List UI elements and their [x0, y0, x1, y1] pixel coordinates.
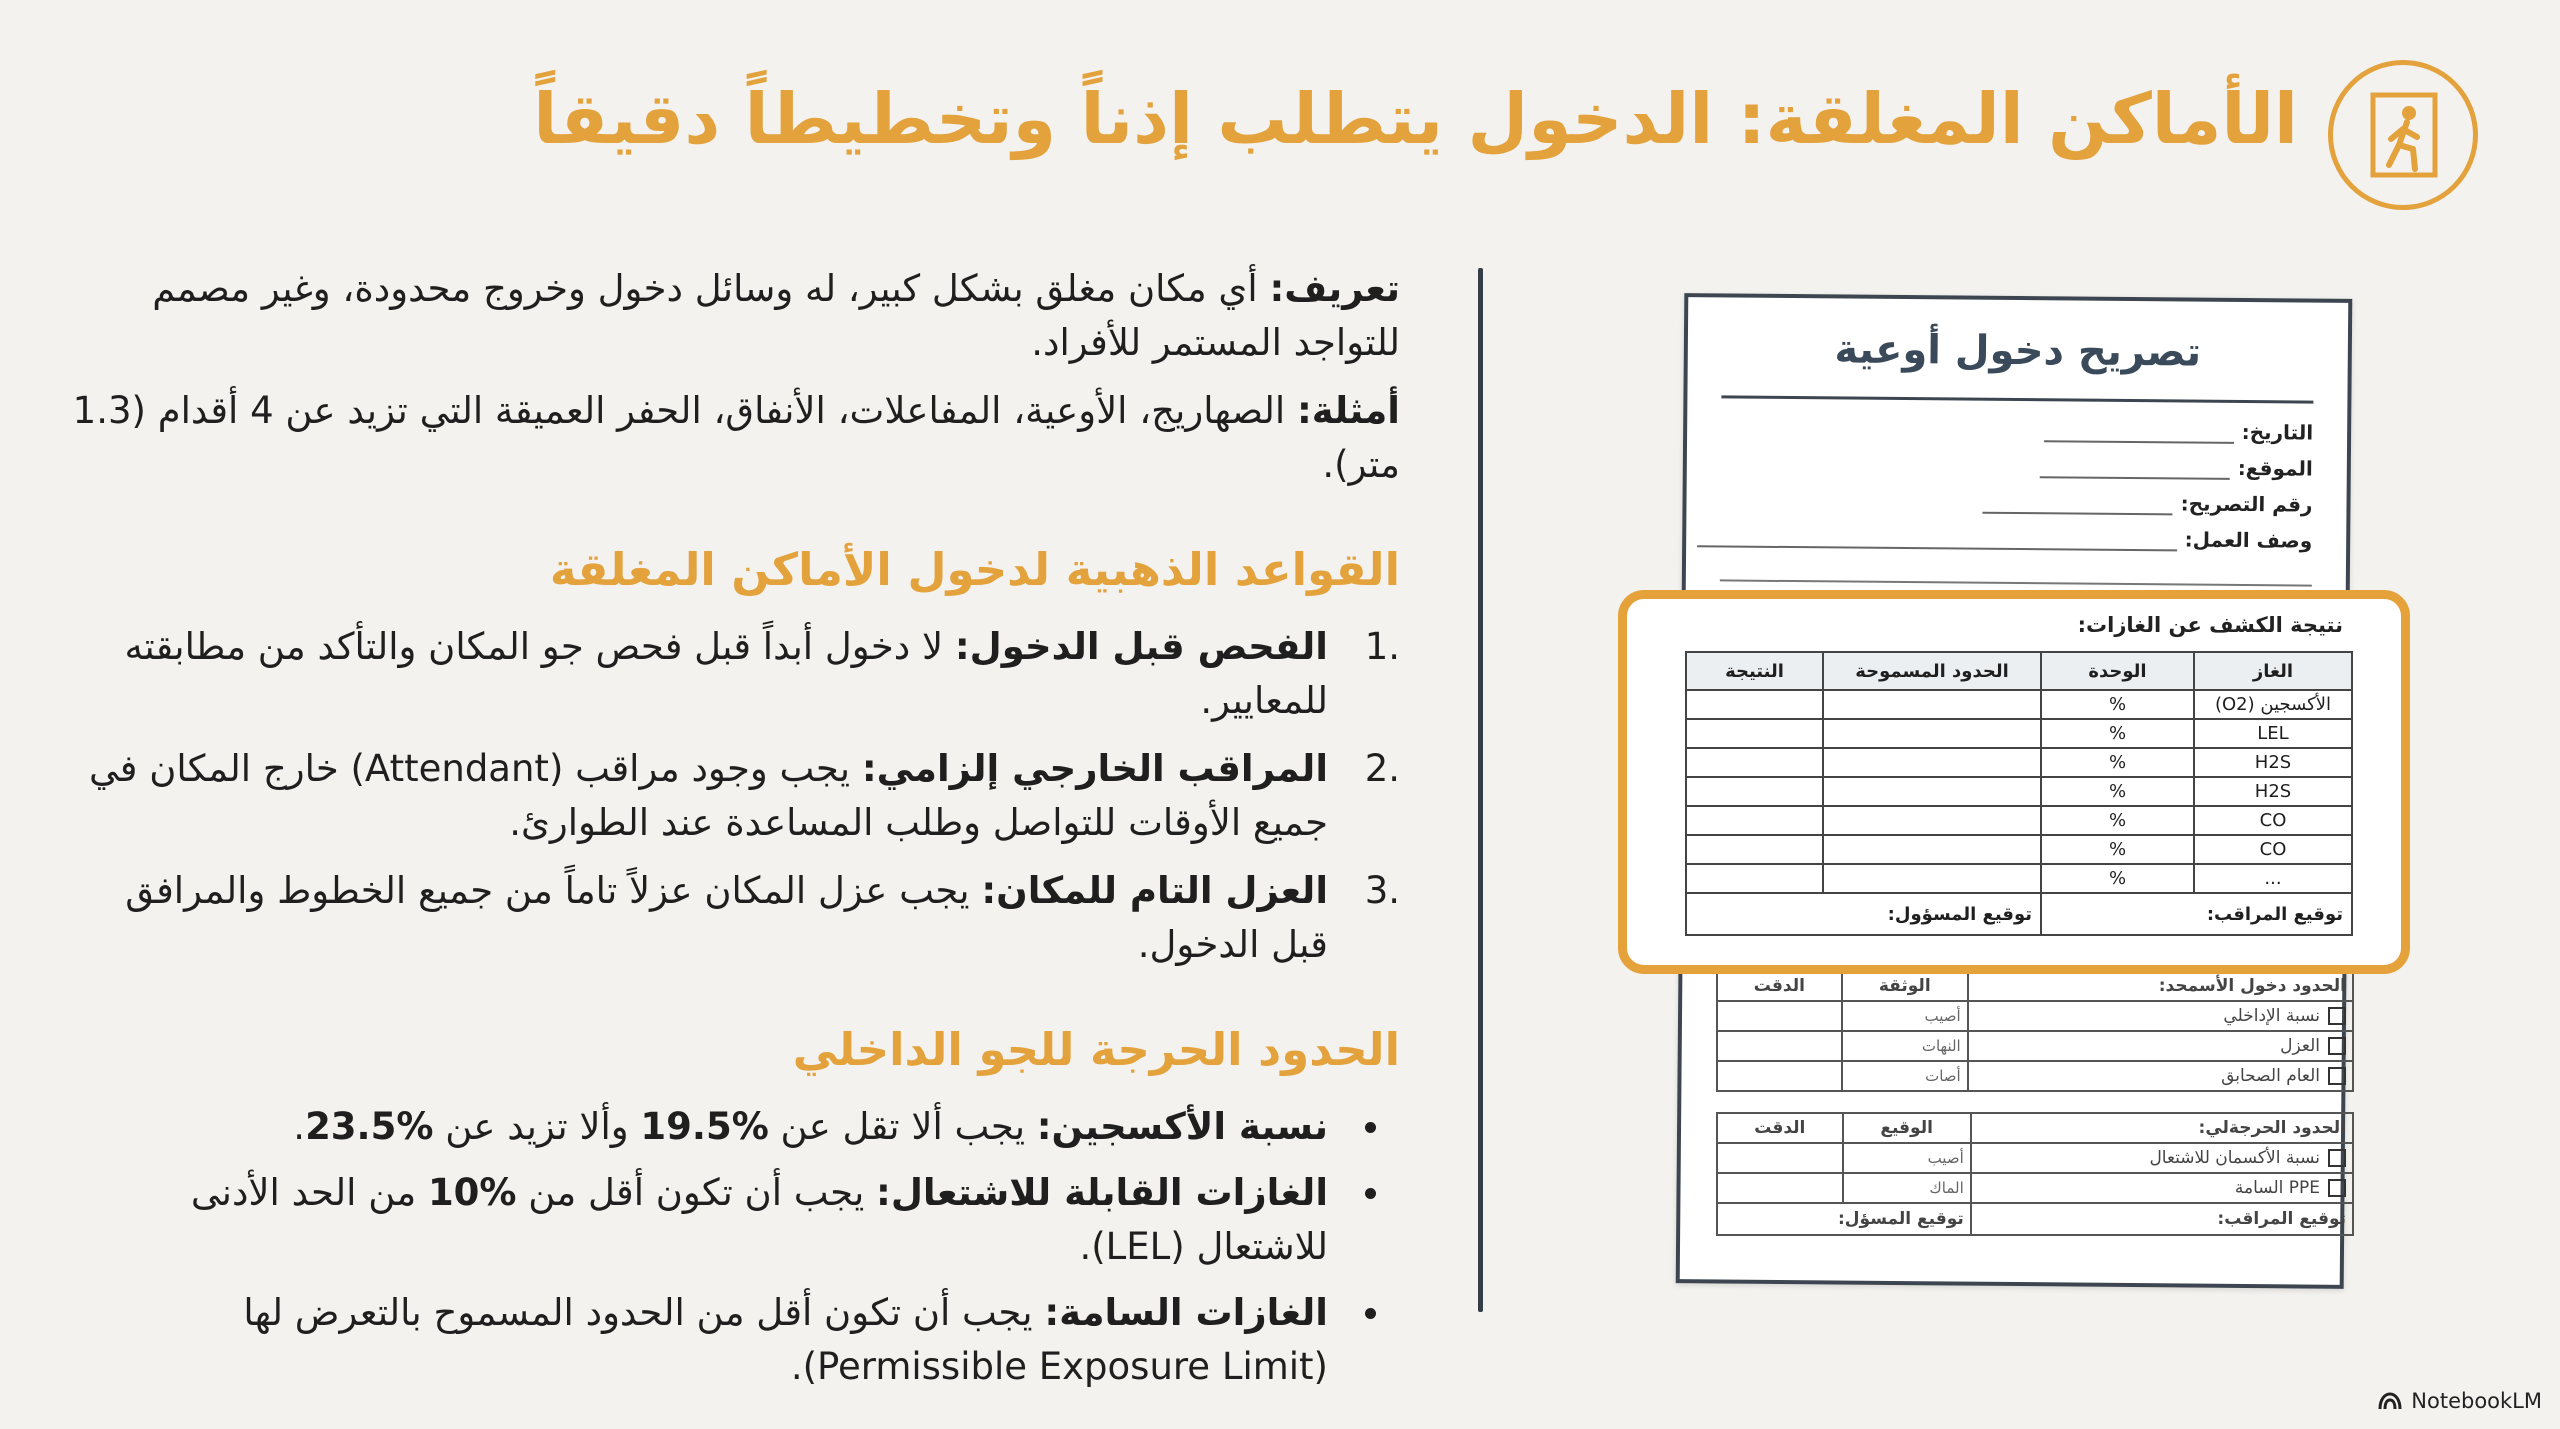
rule-text-latin: (Attendant) [350, 747, 564, 790]
gas-detection-card [1618, 590, 2410, 974]
table-header: الوقيع [1843, 1113, 1971, 1143]
brand-mark [2377, 1389, 2542, 1413]
gas-results-table [1685, 651, 2353, 936]
checkbox [2328, 1179, 2346, 1197]
table-cell [1686, 690, 1823, 719]
option-label: PPE السامة [2234, 1178, 2320, 1198]
gas-name-cell: CO [2194, 835, 2352, 864]
rule-text: خارج المكان في جميع الأوقات للتواصل وطلب المساعدة عند الطوارئ. [88, 747, 1328, 844]
field-label: الموقع: [2237, 455, 2313, 481]
table-cell: النهات [1842, 1031, 1968, 1061]
option-label: نسبة الأكسمان للاشتعال [2149, 1148, 2320, 1168]
table-cell: أصات [1842, 1061, 1968, 1091]
table-cell: % [2041, 690, 2194, 719]
table-cell [1717, 1143, 1843, 1173]
list-item [70, 742, 1400, 850]
table-cell [1717, 1031, 1842, 1061]
checkbox [2328, 1007, 2346, 1025]
checkbox [2328, 1037, 2346, 1055]
list-number: 3. [1364, 869, 1400, 912]
table-cell [1823, 719, 2041, 748]
table-row [1717, 1061, 2353, 1091]
limit-label: الغازات القابلة للاشتعال: [876, 1171, 1328, 1214]
table-row [1717, 1143, 2353, 1173]
table-row [1686, 719, 2352, 748]
golden-rules-list [70, 620, 1400, 972]
table-header: النتيجة [1686, 652, 1823, 690]
field-label: التاريخ: [2241, 419, 2314, 445]
signature-responsible: توقيع المسؤول: [1686, 893, 2041, 935]
table-cell: % [2041, 748, 2194, 777]
table-cell: % [2041, 835, 2194, 864]
table-cell [1823, 690, 2041, 719]
gas-section-title: نتيجة الكشف عن الغازات: [2077, 613, 2343, 637]
checkbox [2328, 1067, 2346, 1085]
table-row [1717, 1001, 2353, 1031]
person-exit-door-icon [2328, 60, 2478, 210]
table-header: الدقت [1717, 1113, 1843, 1143]
table-cell [1823, 748, 2041, 777]
table-row [1686, 748, 2352, 777]
critical-limits-heading: الحدود الحرجة للجو الداخلي [792, 1023, 1400, 1076]
limit-text: . [1079, 1225, 1092, 1268]
rule-label: الفحص قبل الدخول: [954, 625, 1328, 668]
limit-text: يجب أن تكون أقل من الحدود المسموح بالتعرض لها [243, 1291, 1045, 1334]
definition-paragraph [70, 262, 1400, 370]
limit-text: يجب ألا تقل عن [768, 1105, 1037, 1148]
table-cell: أصيب [1843, 1143, 1971, 1173]
table-cell: الماك [1843, 1173, 1971, 1203]
form-divider [1721, 395, 2313, 403]
table-cell: % [2041, 719, 2194, 748]
bullet-icon [1365, 1308, 1376, 1319]
table-cell [1686, 835, 1823, 864]
rule-text: يجب وجود مراقب [563, 747, 862, 790]
rule-label: المراقب الخارجي إلزامي: [861, 747, 1328, 790]
list-item [70, 1166, 1400, 1274]
table-header: الوحدة [2041, 652, 2194, 690]
critical-limits-list [70, 1100, 1400, 1394]
limit-value: 23.5% [305, 1105, 434, 1148]
table-row [1686, 806, 2352, 835]
signature-supervisor: توقيع المراقب: [1971, 1203, 2353, 1235]
form-field-work-description [1697, 523, 2313, 552]
field-label: رقم التصريح: [2180, 491, 2313, 517]
checkbox [2328, 1149, 2346, 1167]
form-divider [1720, 579, 2312, 586]
table-cell [1823, 777, 2041, 806]
table-cell [1823, 806, 2041, 835]
golden-rules-heading: القواعد الذهبية لدخول الأماكن المغلقة [549, 543, 1400, 596]
form-field-permit-number [1983, 490, 2313, 517]
definition-label: تعريف: [1269, 267, 1400, 310]
table-cell [1823, 864, 2041, 893]
form-title: تصريح دخول أوعية [1834, 326, 2202, 376]
table-cell [1686, 748, 1823, 777]
table-row [1717, 1031, 2353, 1061]
limit-text: من الحد الأدنى للاشتعال [190, 1171, 1328, 1268]
bullet-icon [1365, 1122, 1376, 1133]
table-row [1686, 777, 2352, 806]
list-item [70, 1100, 1400, 1154]
page-title: الأماكن المغلقة: الدخول يتطلب إذناً وتخطيطاً دقيقاً [533, 78, 2298, 160]
list-number: 1. [1364, 625, 1400, 668]
gas-name-cell: ... [2194, 864, 2352, 893]
table-header: الحدود الحرجةلي: [1971, 1113, 2353, 1143]
form-field-date [2044, 418, 2314, 444]
list-number: 2. [1364, 747, 1400, 790]
entry-limits-table [1716, 970, 2354, 1092]
gas-name-cell: H2S [2194, 748, 2352, 777]
signature-row [1717, 1203, 2353, 1235]
rule-text: لا دخول أبداً قبل فحص جو المكان والتأكد من مطابقته للمعايير. [124, 625, 1328, 722]
table-header: الوثقة [1842, 971, 1968, 1001]
notebooklm-logo-icon [2377, 1390, 2403, 1412]
column-divider [1478, 268, 1483, 1312]
table-header: الغاز [2194, 652, 2352, 690]
list-item [70, 620, 1400, 728]
rule-label: العزل التام للمكان: [981, 869, 1328, 912]
table-cell [1686, 719, 1823, 748]
table-cell [1686, 806, 1823, 835]
table-cell [1686, 777, 1823, 806]
limit-text-latin: (LEL) [1091, 1225, 1185, 1268]
gas-name-cell: الأكسجين (O2) [2194, 690, 2352, 719]
limit-value: 10% [427, 1171, 517, 1214]
bullet-icon [1365, 1188, 1376, 1199]
content-column [70, 262, 1400, 1406]
limit-value: 19.5% [640, 1105, 769, 1148]
definition-text: أي مكان مغلق بشكل كبير، له وسائل دخول وخروج محدودة، وغير مصمم للتواجد المستمر للأفراد. [152, 267, 1400, 364]
option-label: نسبة الإداخلي [2223, 1006, 2320, 1026]
limit-text: يجب أن تكون أقل من [516, 1171, 877, 1214]
examples-text: الصهاريج، الأوعية، المفاعلات، الأنفاق، الحفر العميقة التي تزيد عن 4 أقدام (1.3 متر). [72, 389, 1400, 486]
limit-label: نسبة الأكسجين: [1036, 1105, 1328, 1148]
signature-row [1686, 893, 2352, 935]
table-cell [1717, 1173, 1843, 1203]
table-row [1686, 864, 2352, 893]
table-header: الدقت [1717, 971, 1842, 1001]
option-label: العزل [2280, 1036, 2320, 1056]
gas-name-cell: LEL [2194, 719, 2352, 748]
signature-supervisor: توقيع المراقب: [2041, 893, 2352, 935]
option-label: العام الصحابق [2221, 1066, 2320, 1086]
critical-limits-table [1716, 1112, 2354, 1236]
table-cell: أصيب [1842, 1001, 1968, 1031]
table-cell: % [2041, 864, 2194, 893]
table-cell [1686, 864, 1823, 893]
table-header: الحدود دخول الأسمحد: [1968, 971, 2353, 1001]
gas-name-cell: CO [2194, 806, 2352, 835]
list-item [70, 864, 1400, 972]
limit-label: الغازات السامة: [1044, 1291, 1328, 1334]
examples-paragraph [70, 384, 1400, 492]
brand-name: NotebookLM [2411, 1389, 2542, 1413]
table-row [1686, 835, 2352, 864]
table-row [1686, 690, 2352, 719]
examples-label: أمثلة: [1296, 389, 1400, 432]
form-field-location [2040, 454, 2313, 480]
gas-name-cell: H2S [2194, 777, 2352, 806]
table-cell: % [2041, 777, 2194, 806]
limit-text: . [790, 1345, 803, 1388]
table-cell [1717, 1061, 1842, 1091]
signature-responsible: توقيع المسؤل: [1717, 1203, 1971, 1235]
limit-text: وألا تزيد عن [433, 1105, 641, 1148]
limit-text: . [293, 1105, 306, 1148]
table-cell [1717, 1001, 1842, 1031]
table-header: الحدود المسموحة [1823, 652, 2041, 690]
field-label: وصف العمل: [2184, 527, 2313, 553]
table-cell [1823, 835, 2041, 864]
limit-text-latin: (Permissible Exposure Limit) [802, 1345, 1328, 1388]
table-row [1717, 1173, 2353, 1203]
list-item [70, 1286, 1400, 1394]
table-cell: % [2041, 806, 2194, 835]
rule-text: يجب عزل المكان عزلاً تاماً من جميع الخطوط والمرافق قبل الدخول. [125, 869, 1328, 966]
